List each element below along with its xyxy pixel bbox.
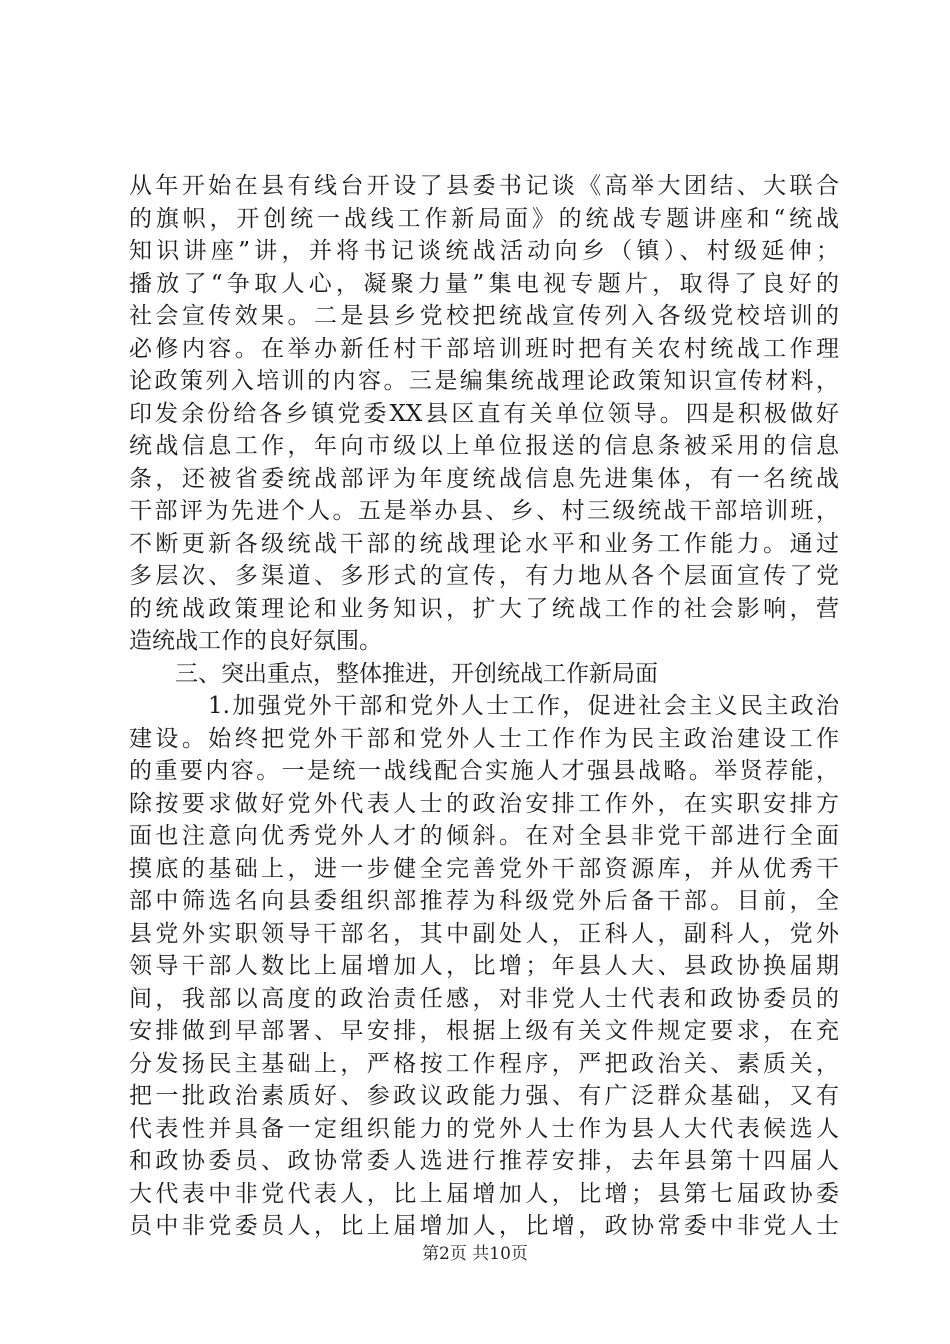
text-line: 县党外实职领导干部名，其中副处人，正科人，副科人，党外 — [129, 920, 839, 947]
text-line: 社会宣传效果。二是县乡党校把统战宣传列入各级党校培训的 — [129, 303, 839, 329]
text-line: 论政策列入培训的内容。三是编集统战理论政策知识宣传材料， — [129, 368, 839, 394]
text-line: 从年开始在县有线台开设了县委书记谈《高举大团结、大联合 — [129, 173, 839, 199]
text-line: 建设。始终把党外干部和党外人士工作作为民主政治建设工作 — [129, 725, 839, 752]
text-line: 条，还被省委统战部评为年度统战信息先进集体，有一名统战 — [129, 465, 839, 492]
section-heading: 三、突出重点，整体推进，开创统战工作新局面 — [175, 660, 658, 687]
paragraph-publicity — [129, 170, 839, 658]
page-footer: 第2页 共10页 — [422, 1244, 528, 1264]
text-line: 统战信息工作，年向市级以上单位报送的信息条被采用的信息 — [129, 433, 839, 459]
text-line: 的旗帜，开创统一战线工作新局面》的统战专题讲座和“统战 — [129, 205, 839, 232]
text-line: 造统战工作的良好氛围。 — [129, 628, 382, 654]
text-line: 部中筛选名向县委组织部推荐为科级党外后备干部。目前，全 — [129, 888, 839, 914]
text-line: 员中非党委员人，比上届增加人，比增，政协常委中非党人士 — [129, 1213, 839, 1239]
text-line: 多层次、多渠道、多形式的宣传，有力地从各个层面宣传了党 — [129, 563, 839, 589]
text-line: 安排做到早部署、早安排，根据上级有关文件规定要求，在充 — [129, 1018, 839, 1044]
text-line: 大代表中非党代表人，比上届增加人，比增；县第七届政协委 — [129, 1180, 839, 1207]
text-line: 把一批政治素质好、参政议政能力强、有广泛群众基础，又有 — [129, 1083, 839, 1109]
text-line: 干部评为先进个人。五是举办县、乡、村三级统战干部培训班， — [129, 498, 839, 524]
text-line: 间，我部以高度的政治责任感，对非党人士代表和政协委员的 — [129, 985, 839, 1012]
paragraph-cadres — [129, 723, 839, 1243]
text-line: 和政协委员、政协常委人选进行推荐安排，去年县第十四届人 — [129, 1148, 839, 1174]
text-line: 分发扬民主基础上，严格按工作程序，严把政治关、素质关， — [129, 1050, 839, 1077]
text-line: 不断更新各级统战干部的统战理论水平和业务工作能力。通过 — [129, 530, 839, 557]
body-text — [129, 170, 839, 1243]
text-line: 摸底的基础上，进一步健全完善党外干部资源库，并从优秀干 — [129, 855, 839, 882]
text-line: 代表性并具备一定组织能力的党外人士作为县人大代表候选人 — [129, 1115, 839, 1142]
text-line: 面也注意向优秀党外人才的倾斜。在对全县非党干部进行全面 — [129, 823, 839, 849]
text-line: 知识讲座”讲，并将书记谈统战活动向乡（镇）、村级延伸； — [129, 238, 839, 264]
text-line: 印发余份给各乡镇党委XX县区直有关单位领导。四是积极做好 — [129, 400, 839, 427]
text-line: 播放了“争取人心，凝聚力量”集电视专题片，取得了良好的 — [129, 270, 839, 297]
text-line: 除按要求做好党外代表人士的政治安排工作外，在实职安排方 — [129, 790, 839, 817]
text-line: 的重要内容。一是统一战线配合实施人才强县战略。举贤荐能， — [129, 758, 839, 784]
text-line: 必修内容。在举办新任村干部培训班时把有关农村统战工作理 — [129, 335, 839, 362]
section-first-line: 1.加强党外干部和党外人士工作，促进社会主义民主政治 — [208, 693, 839, 719]
text-line: 的统战政策理论和业务知识，扩大了统战工作的社会影响，营 — [129, 595, 839, 622]
text-line: 领导干部人数比上届增加人，比增；年县人大、县政协换届期 — [129, 953, 839, 979]
